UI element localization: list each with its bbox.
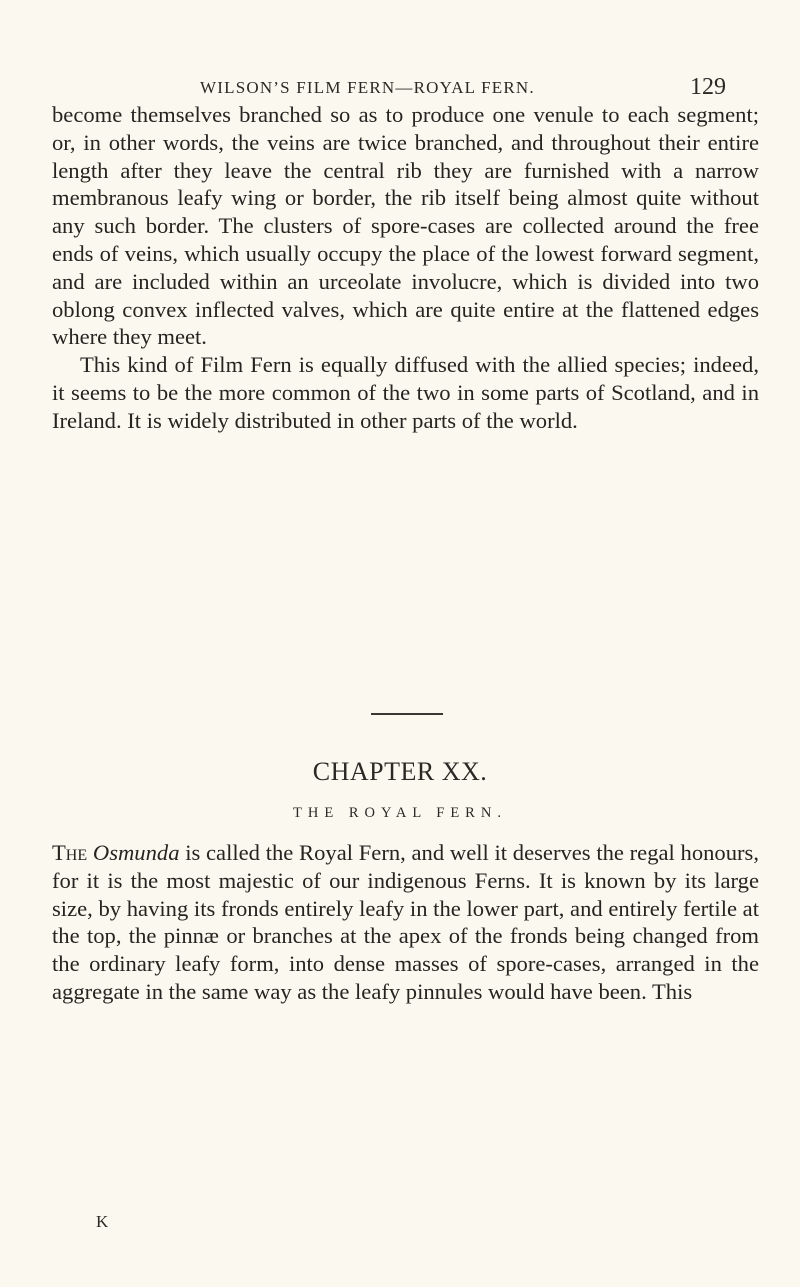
paragraph-block-top [52, 101, 759, 435]
paragraph-block-chapter [52, 839, 759, 1006]
paragraph-2: This kind of Film Fern is equally diffused with the allied species; indeed, it seems to be the more common of the two in some parts of Scotland, and in Ireland. It is widely distributed in other parts of the world. [52, 352, 759, 433]
page-number: 129 [690, 74, 726, 100]
lead-word: The [52, 840, 88, 865]
chapter-paragraph [52, 839, 759, 1006]
paragraph-1: become themselves branched so as to produce one venule to each segment; or, in other words, the veins are twice branched, and throughout their entire length after they leave the central rib they are furnished with a narrow membranous leafy wing or border, the rib itself being almost quite without any such border. The clusters of spore-cases are collected around the free ends of veins, which usually occupy the place of the lowest forward segment, and are included within an urceolate involucre, which is divided into two oblong convex inflected valves, which are quite entire at the flattened edges where they meet. [52, 102, 759, 350]
signature-mark: K [96, 1212, 109, 1231]
chapter-paragraph-text: is called the Royal Fern, and well it deserves the regal honours, for it is the most majestic of our indigenous Ferns. It is known by its large size, by having its fronds entirely leafy in the lower part, and entirely fertile at the top, the pinnæ or branches at the apex of the fronds being changed from the ordinary leafy form, into dense masses of spore-cases, arranged in the aggregate in the same way as the leafy pinnules would have been. This [52, 840, 759, 1004]
section-divider [371, 713, 443, 715]
chapter-title: CHAPTER XX. [312, 757, 488, 786]
genus-name: Osmunda [92, 840, 180, 865]
chapter-subtitle: THE ROYAL FERN. [293, 805, 507, 821]
running-head: WILSON’S FILM FERN—ROYAL FERN. [200, 78, 535, 97]
